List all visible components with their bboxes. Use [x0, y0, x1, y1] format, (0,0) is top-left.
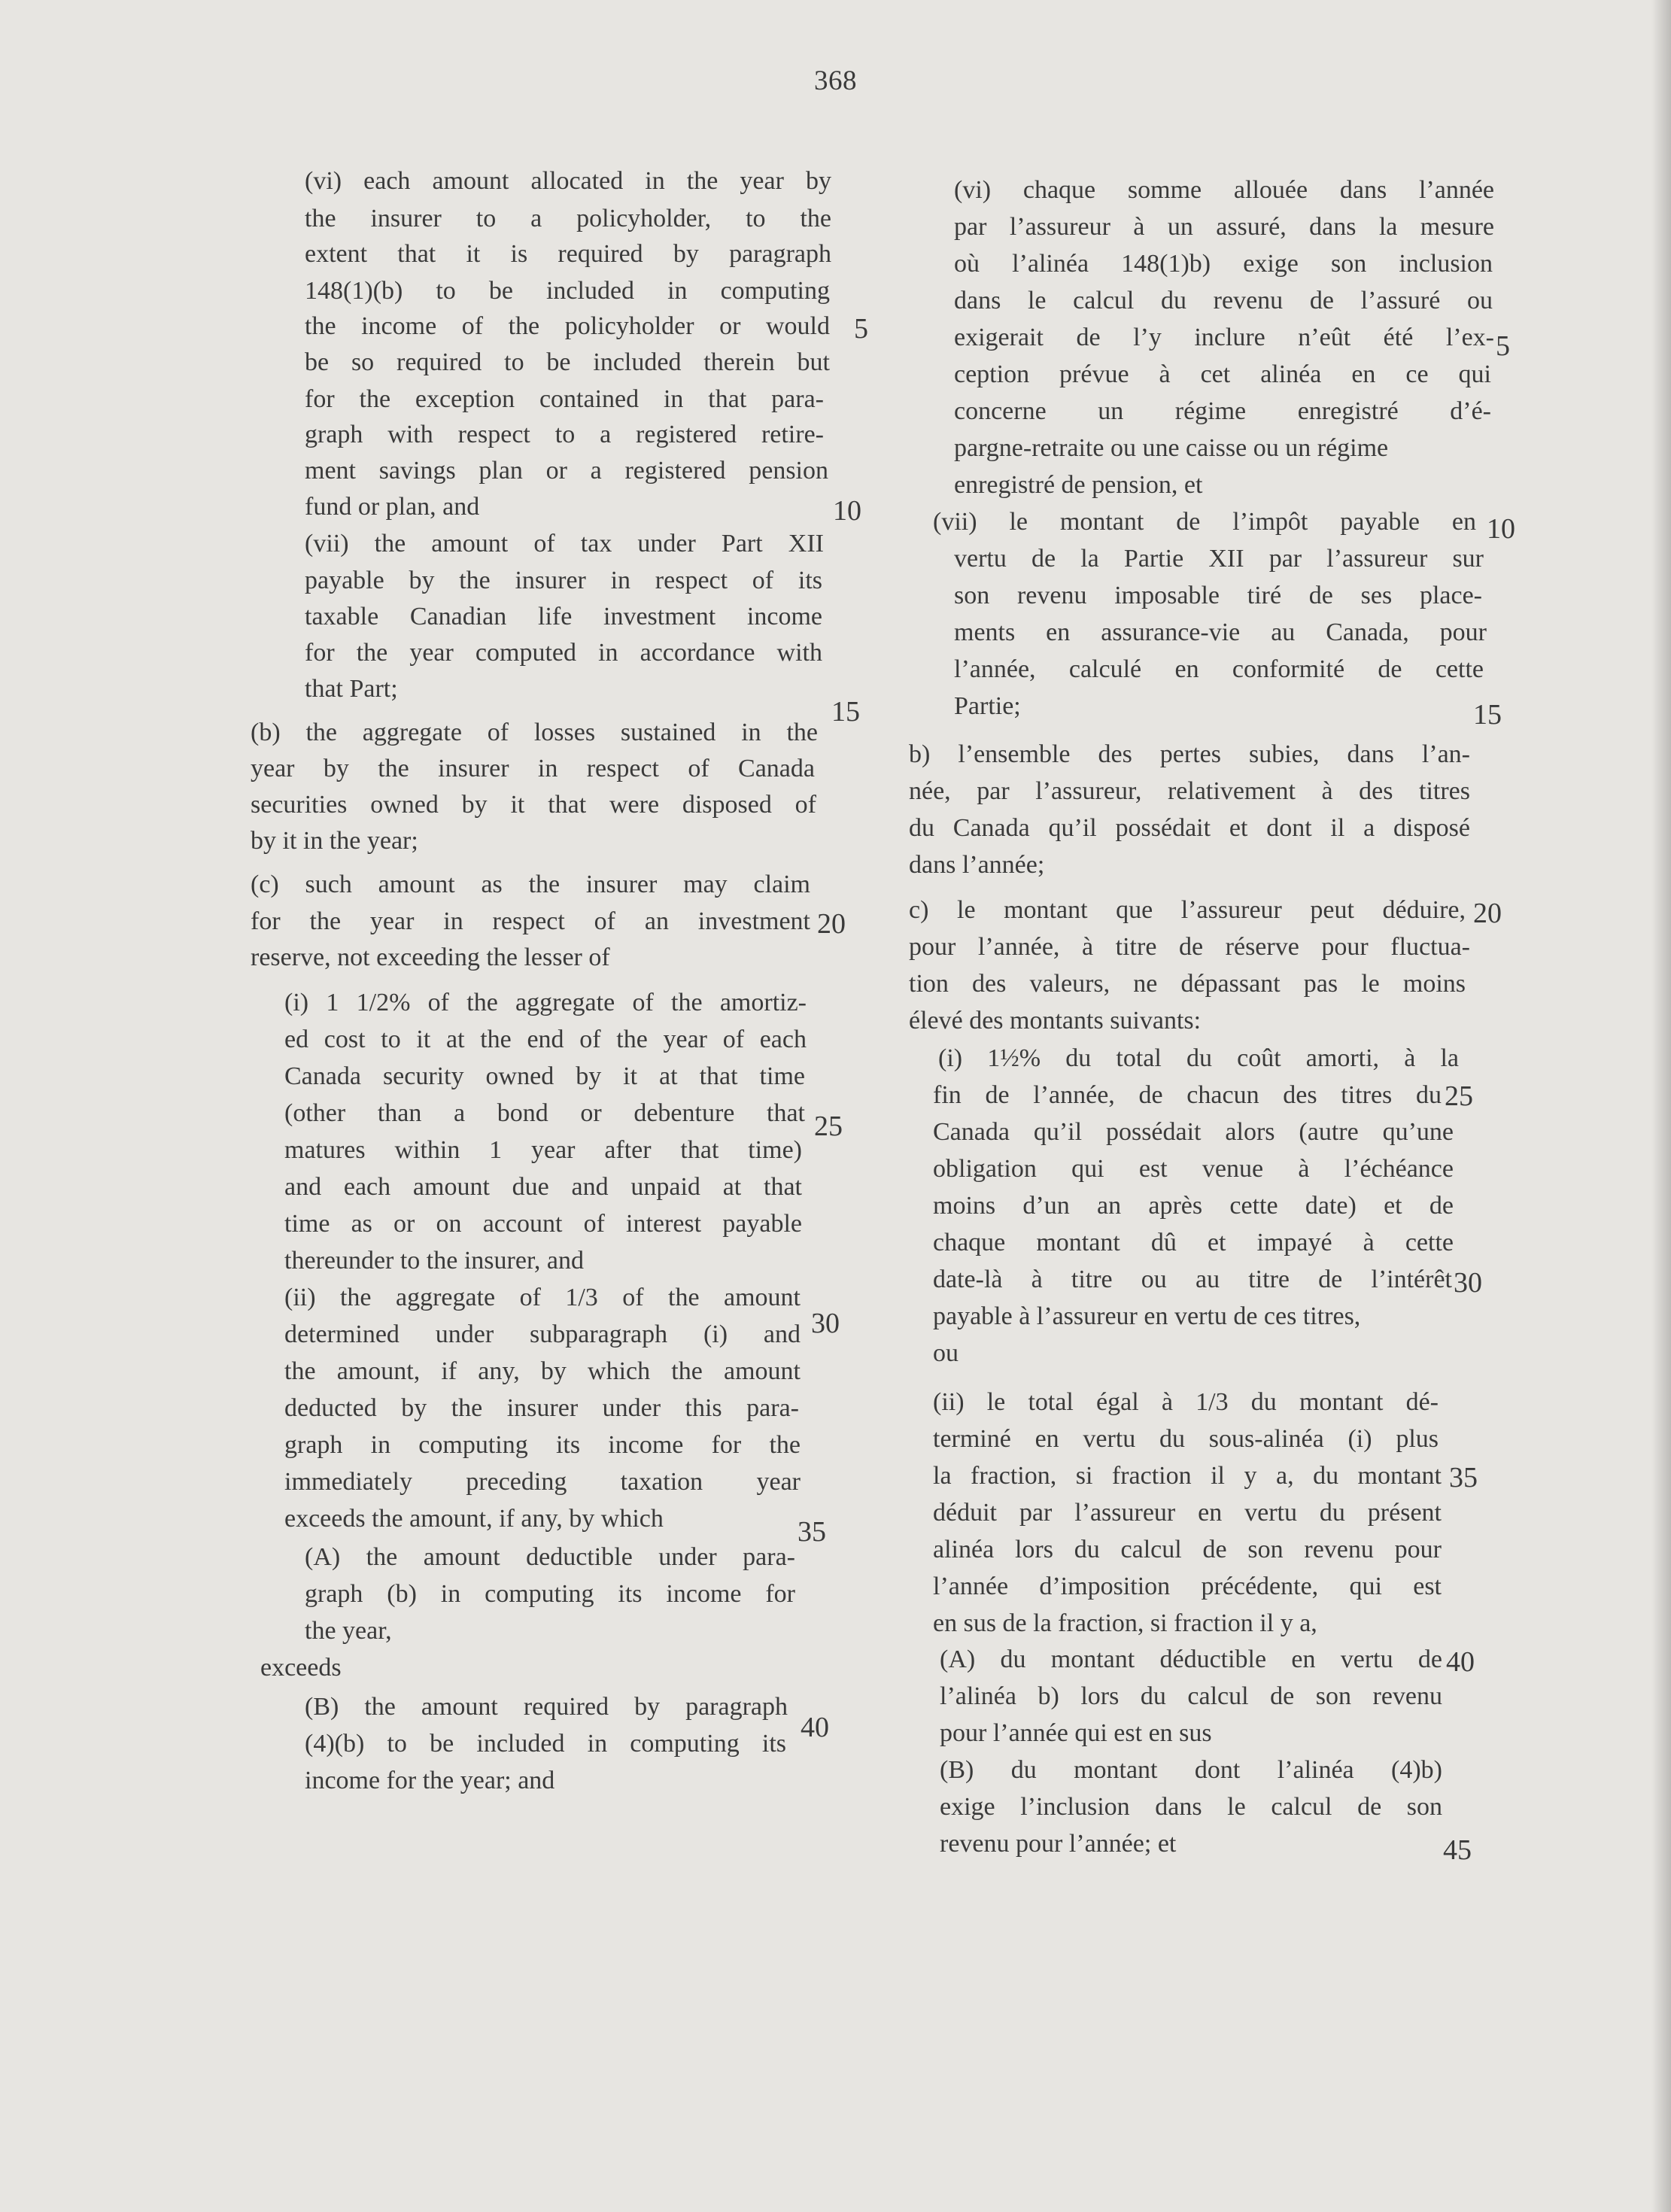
english-text-line: thereunder to the insurer, and — [284, 1247, 584, 1275]
french-text-line: exigerait de l’y inclure n’eût été l’ex- — [954, 324, 1494, 351]
english-text-line: the amount, if any, by which the amount — [284, 1357, 801, 1385]
english-text-line: taxable Canadian life investment income — [305, 603, 822, 630]
english-text-line: by it in the year; — [251, 827, 418, 855]
english-text-line: determined under subparagraph (i) and — [284, 1320, 801, 1348]
english-text-line: 148(1)(b) to be included in computing — [305, 277, 830, 305]
french-text-line: (ii) le total égal à 1/3 du montant dé- — [933, 1388, 1439, 1416]
english-text-line: (ii) the aggregate of 1/3 of the amount — [284, 1284, 801, 1311]
french-text-line: l’alinéa b) lors du calcul de son revenu — [940, 1682, 1442, 1710]
line-number-marker: 5 — [1496, 330, 1510, 362]
english-text-line: exceeds — [260, 1654, 342, 1682]
line-number-marker: 35 — [798, 1516, 826, 1548]
english-text-line: (4)(b) to be included in computing its — [305, 1730, 786, 1758]
line-number-marker: 20 — [817, 908, 846, 940]
english-text-line: (b) the aggregate of losses sustained in the — [251, 719, 818, 746]
french-text-line: du Canada qu’il possédait et dont il a disposé — [909, 814, 1470, 842]
english-text-line: (c) such amount as the insurer may claim — [251, 871, 810, 898]
english-text-line: be so required to be included therein but — [305, 348, 830, 376]
english-text-line: ment savings plan or a registered pension — [305, 457, 828, 485]
french-text-line: revenu pour l’année; et — [940, 1830, 1177, 1858]
french-text-line: pour l’année, à titre de réserve pour fluctua- — [909, 933, 1470, 961]
english-text-line: Canada security owned by it at that time — [284, 1062, 805, 1090]
line-number-marker: 40 — [801, 1712, 829, 1743]
english-text-line: immediately preceding taxation year — [284, 1468, 801, 1496]
english-text-line: deducted by the insurer under this para- — [284, 1394, 799, 1422]
french-text-line: moins d’un an après cette date) et de — [933, 1192, 1454, 1220]
english-text-line: (vii) the amount of tax under Part XII — [305, 530, 824, 558]
french-text-line: (vii) le montant de l’impôt payable en — [933, 508, 1476, 536]
french-text-line: tion des valeurs, ne dépassant pas le moins — [909, 970, 1466, 998]
line-number-marker: 30 — [1454, 1267, 1482, 1299]
french-text-line: dans le calcul du revenu de l’assuré ou — [954, 287, 1493, 314]
english-text-line: exceeds the amount, if any, by which — [284, 1505, 664, 1533]
french-text-line: Canada qu’il possédait alors (autre qu’une — [933, 1118, 1454, 1146]
french-text-line: payable à l’assureur en vertu de ces titres, — [933, 1302, 1361, 1330]
english-text-line: payable by the insurer in respect of its — [305, 567, 822, 594]
page-edge-shadow — [1651, 0, 1671, 2212]
french-text-line: l’année, calculé en conformité de cette — [954, 655, 1484, 683]
english-text-line: (i) 1 1/2% of the aggregate of the amortiz- — [284, 989, 807, 1016]
french-text-line: (B) du montant dont l’alinéa (4)b) — [940, 1756, 1442, 1784]
french-text-line: (vi) chaque somme allouée dans l’année — [954, 176, 1494, 204]
line-number-marker: 15 — [1473, 699, 1502, 731]
french-text-line: enregistré de pension, et — [954, 471, 1203, 499]
french-text-line: née, par l’assureur, relativement à des titres — [909, 777, 1470, 805]
line-number-marker: 30 — [811, 1308, 840, 1339]
english-text-line: ed cost to it at the end of the year of each — [284, 1025, 807, 1053]
english-text-line: reserve, not exceeding the lesser of — [251, 943, 610, 971]
french-text-line: déduit par l’assureur en vertu du présent — [933, 1499, 1442, 1527]
line-number-marker: 45 — [1443, 1834, 1472, 1866]
line-number-marker: 15 — [831, 696, 860, 728]
english-text-line: extent that it is required by paragraph — [305, 240, 831, 268]
english-text-line: the year, — [305, 1617, 392, 1645]
french-text-line: concerne un régime enregistré d’é- — [954, 397, 1491, 425]
french-text-line: ception prévue à cet alinéa en ce qui — [954, 360, 1491, 388]
english-text-line: securities owned by it that were disposed of — [251, 791, 816, 819]
english-text-line: the insurer to a policyholder, to the — [305, 205, 831, 232]
french-text-line: élevé des montants suivants: — [909, 1007, 1202, 1035]
french-text-line: Partie; — [954, 692, 1021, 720]
line-number-marker: 35 — [1449, 1462, 1478, 1493]
english-text-line: matures within 1 year after that time) — [284, 1136, 802, 1164]
english-text-line: fund or plan, and — [305, 493, 480, 521]
french-text-line: ou — [933, 1339, 959, 1367]
english-text-line: that Part; — [305, 675, 398, 703]
english-text-line: graph in computing its income for the — [284, 1431, 801, 1459]
french-text-line: dans l’année; — [909, 851, 1045, 879]
english-text-line: the income of the policyholder or would — [305, 312, 830, 340]
english-text-line: for the year computed in accordance with — [305, 639, 822, 667]
french-text-line: chaque montant dû et impayé à cette — [933, 1229, 1454, 1256]
french-text-line: en sus de la fraction, si fraction il y a, — [933, 1609, 1317, 1637]
english-text-line: income for the year; and — [305, 1767, 555, 1794]
french-text-line: c) le montant que l’assureur peut déduire, — [909, 896, 1466, 924]
english-text-line: for the exception contained in that para- — [305, 385, 824, 413]
french-text-line: (i) 1½% du total du coût amorti, à la — [938, 1044, 1459, 1072]
english-text-line: (other than a bond or debenture that — [284, 1099, 805, 1127]
english-text-line: and each amount due and unpaid at that — [284, 1173, 802, 1201]
english-text-line: graph with respect to a registered retire- — [305, 421, 824, 448]
french-text-line: date-là à titre ou au titre de l’intérêt — [933, 1266, 1452, 1293]
french-text-line: (A) du montant déductible en vertu de — [940, 1645, 1442, 1673]
line-number-marker: 5 — [854, 313, 868, 345]
french-text-line: son revenu imposable tiré de ses place- — [954, 582, 1482, 609]
english-text-line: year by the insurer in respect of Canada — [251, 755, 815, 782]
french-text-line: pargne-retraite ou une caisse ou un régime — [954, 434, 1389, 462]
line-number-marker: 20 — [1473, 898, 1502, 929]
french-text-line: alinéa lors du calcul de son revenu pour — [933, 1536, 1442, 1563]
french-text-line: fin de l’année, de chacun des titres du — [933, 1081, 1442, 1109]
english-text-line: time as or on account of interest payable — [284, 1210, 802, 1238]
french-text-line: pour l’année qui est en sus — [940, 1719, 1212, 1747]
french-text-line: où l’alinéa 148(1)b) exige son inclusion — [954, 250, 1493, 278]
english-text-line: (vi) each amount allocated in the year by — [305, 167, 831, 195]
french-text-line: l’année d’imposition précédente, qui est — [933, 1572, 1442, 1600]
french-text-line: exige l’inclusion dans le calcul de son — [940, 1793, 1442, 1821]
english-text-line: (B) the amount required by paragraph — [305, 1693, 788, 1721]
page-number: 368 — [814, 65, 857, 96]
english-text-line: for the year in respect of an investment — [251, 907, 810, 935]
french-text-line: ments en assurance-vie au Canada, pour — [954, 618, 1487, 646]
line-number-marker: 10 — [1487, 513, 1515, 545]
english-text-line: (A) the amount deductible under para- — [305, 1543, 795, 1571]
line-number-marker: 40 — [1446, 1646, 1475, 1678]
french-text-line: par l’assureur à un assuré, dans la mesure — [954, 213, 1494, 241]
english-text-line: graph (b) in computing its income for — [305, 1580, 795, 1608]
french-text-line: b) l’ensemble des pertes subies, dans l’an- — [909, 740, 1470, 768]
line-number-marker: 25 — [1445, 1080, 1473, 1112]
french-text-line: terminé en vertu du sous-alinéa (i) plus — [933, 1425, 1439, 1453]
french-text-line: obligation qui est venue à l’échéance — [933, 1155, 1454, 1183]
line-number-marker: 25 — [814, 1111, 843, 1142]
french-text-line: vertu de la Partie XII par l’assureur sur — [954, 545, 1484, 573]
line-number-marker: 10 — [833, 495, 861, 527]
french-text-line: la fraction, si fraction il y a, du montant — [933, 1462, 1442, 1490]
